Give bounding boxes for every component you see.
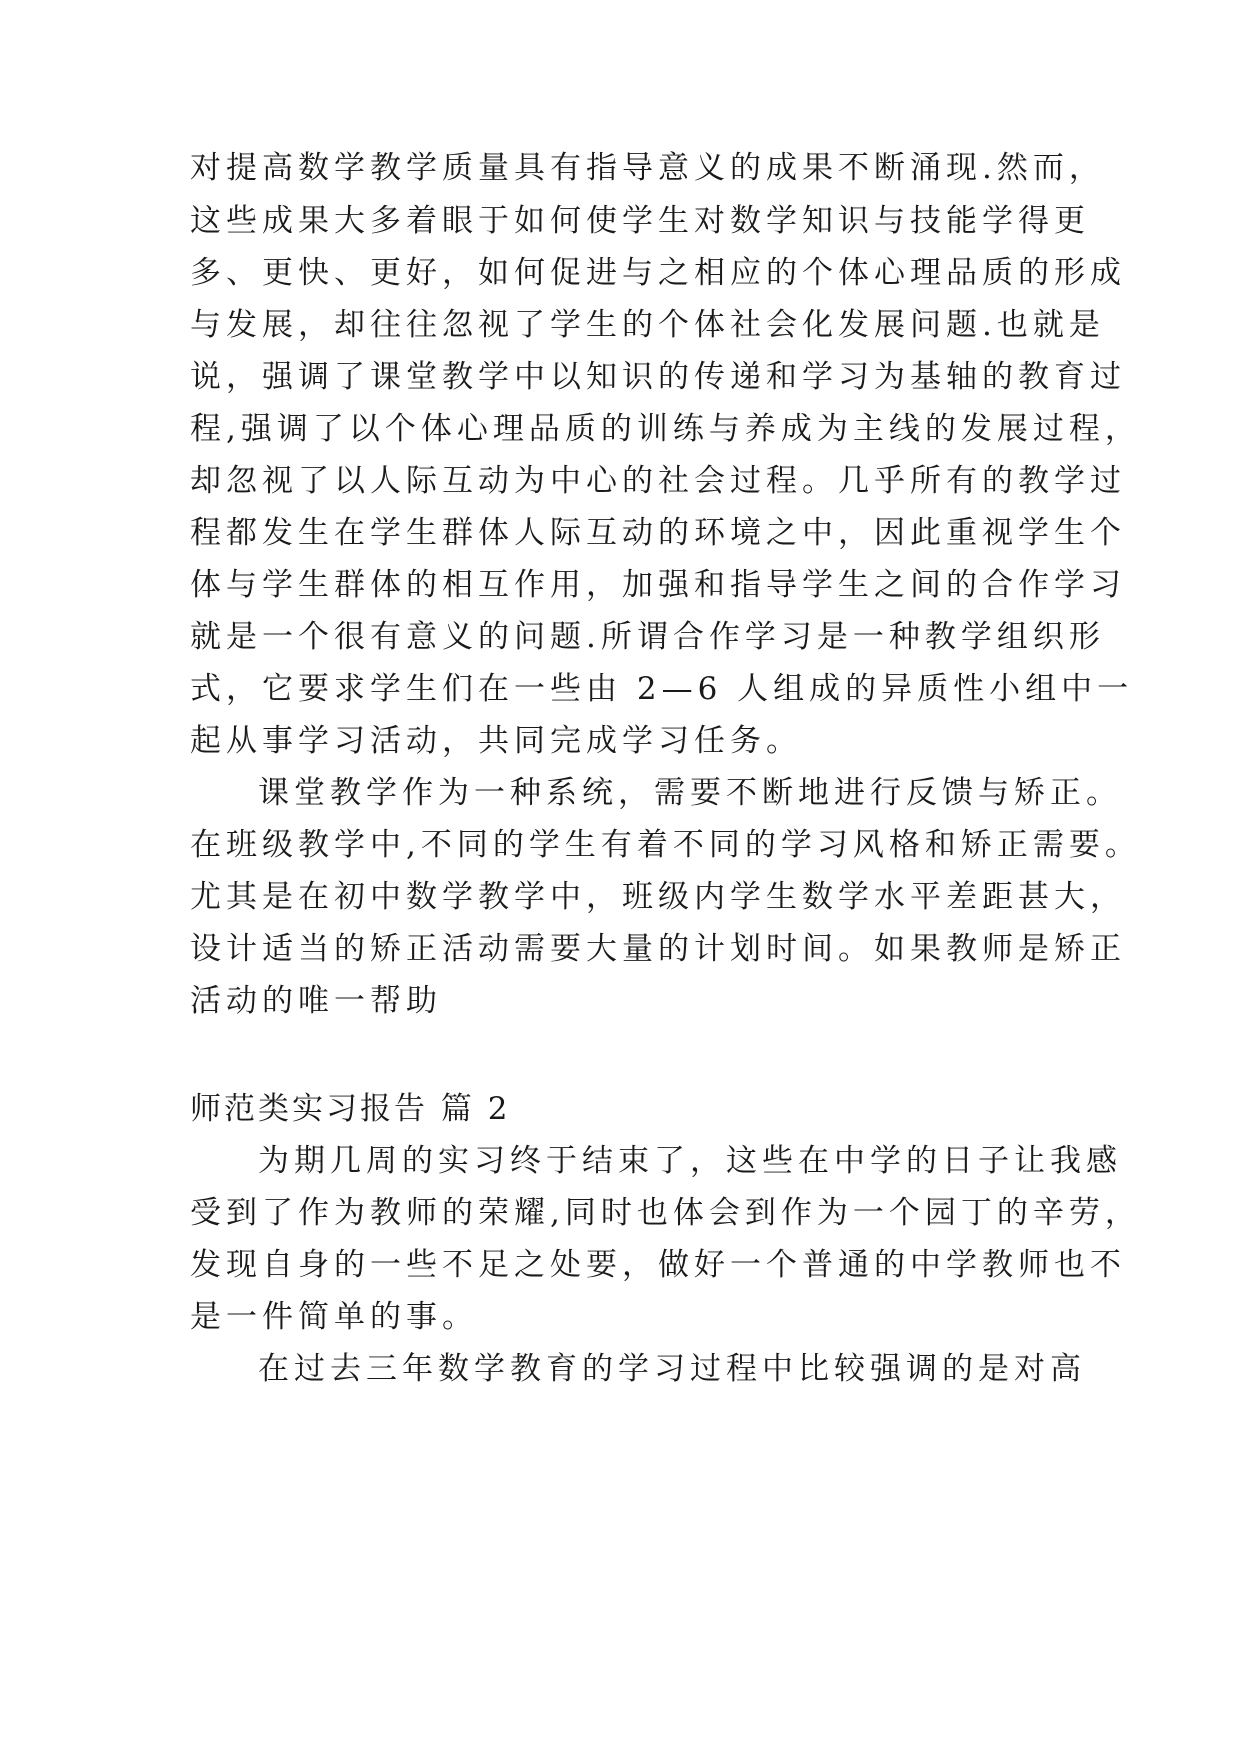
text-line: 尤其是在初中数学教学中，班级内学生数学水平差距甚大， [190, 879, 1126, 915]
text-line: 程,强调了以个体心理品质的训练与养成为主线的发展过程， [190, 411, 1141, 447]
text-line: 是一件简单的事。 [190, 1299, 478, 1335]
paragraph-first-line: 为期几周的实习终于结束了，这些在中学的日子让我感 [258, 1143, 1122, 1179]
text-line: 发现自身的一些不足之处要，做好一个普通的中学教师也不 [190, 1247, 1126, 1283]
text-line: 设计适当的矫正活动需要大量的计划时间。如果教师是矫正 [190, 931, 1126, 967]
paragraph-first-line: 课堂教学作为一种系统，需要不断地进行反馈与矫正。 [258, 775, 1122, 811]
text-line: 却忽视了以人际互动为中心的社会过程。几乎所有的教学过 [190, 463, 1126, 499]
section-heading: 师范类实习报告 篇 2 [190, 1091, 511, 1127]
text-line: 在班级教学中,不同的学生有着不同的学习风格和矫正需要。 [190, 827, 1141, 863]
text-line: 就是一个很有意义的问题.所谓合作学习是一种教学组织形 [190, 619, 1105, 655]
text-line: 式，它要求学生们在一些由 2—6 人组成的异质性小组中一 [190, 671, 1134, 707]
text-line: 体与学生群体的相互作用，加强和指导学生之间的合作学习 [190, 567, 1126, 603]
text-line: 说，强调了课堂教学中以知识的传递和学习为基轴的教育过 [190, 359, 1126, 395]
text-line: 对提高数学教学质量具有指导意义的成果不断涌现.然而， [190, 150, 1105, 186]
text-line: 受到了作为教师的荣耀,同时也体会到作为一个园丁的辛劳， [190, 1195, 1141, 1231]
text-line: 起从事学习活动，共同完成学习任务。 [190, 723, 802, 759]
paragraph-first-line: 在过去三年数学教育的学习过程中比较强调的是对高 [258, 1351, 1086, 1387]
text-line: 这些成果大多着眼于如何使学生对数学知识与技能学得更 [190, 203, 1090, 239]
text-line: 多、更快、更好，如何促进与之相应的个体心理品质的形成 [190, 255, 1126, 291]
text-line: 活动的唯一帮助 [190, 983, 442, 1019]
text-line: 程都发生在学生群体人际互动的环境之中，因此重视学生个 [190, 515, 1126, 551]
text-line: 与发展，却往往忽视了学生的个体社会化发展问题.也就是 [190, 307, 1105, 343]
